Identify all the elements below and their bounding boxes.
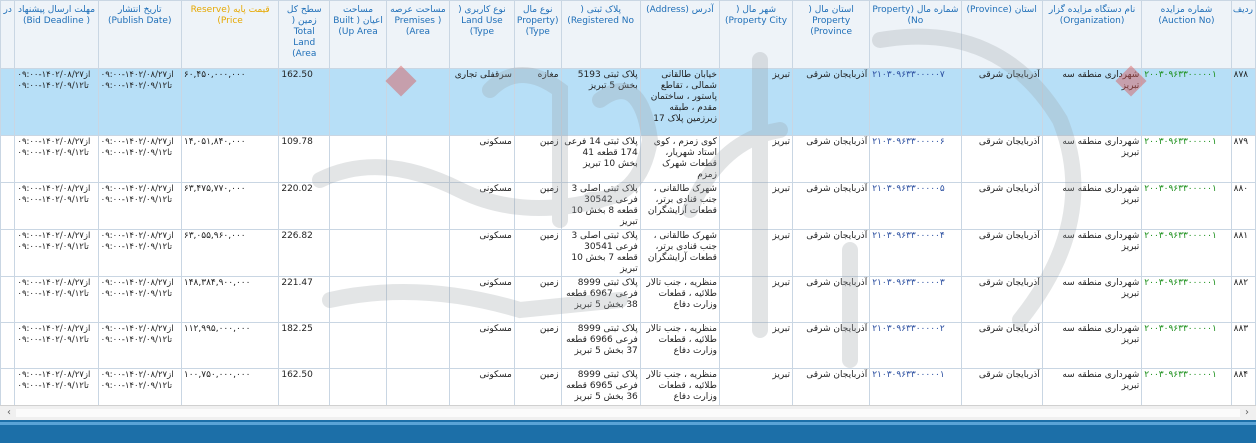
cell-rownum: ۸۷۸ — [1231, 69, 1255, 136]
cell-province: آذربایجان شرقی — [961, 369, 1042, 406]
cell-property-type: زمین — [514, 369, 561, 406]
cell-property-province: آذربایجان شرقی — [793, 369, 870, 406]
header-address[interactable]: آدرس (Address) — [640, 1, 719, 69]
cell-property-type: زمین — [514, 136, 561, 183]
cell-reserve-price: ۱۱۲,۹۹۵,۰۰۰,۰۰۰ — [181, 323, 278, 369]
cell-land-use: مسکونی — [449, 277, 514, 323]
cell-auction-no: ۲۰۰۳۰۹۶۳۳۰۰۰۰۰۱ — [1142, 369, 1231, 406]
cell-reserve-price: ۱۴۸,۳۸۴,۹۰۰,۰۰۰ — [181, 277, 278, 323]
cell-property-city: تبریز — [719, 323, 792, 369]
cell-registered-no: پلاک ثبتی 5193 بخش 5 تبریز — [561, 69, 640, 136]
cell-province: آذربایجان شرقی — [961, 136, 1042, 183]
header-auction-no[interactable]: شماره مزایده (Auction No) — [1142, 1, 1231, 69]
cell-premises-area — [386, 183, 449, 230]
cell-property-type: مغازه — [514, 69, 561, 136]
cell-property-city: تبریز — [719, 69, 792, 136]
cell-publish-date: از۱۴۰۲/۰۸/۲۷-۰۹:۰۰ تا۱۴۰۲/۰۹/۱۲-۰۹:۰۰ — [98, 69, 181, 136]
cell-deadline: از۱۴۰۲/۰۸/۲۷-۰۹:۰۰ تا۱۴۰۲/۰۹/۱۲-۰۹:۰۰ — [15, 183, 98, 230]
cell-province: آذربایجان شرقی — [961, 277, 1042, 323]
cell-doc — [1, 69, 15, 136]
cell-rownum: ۸۸۴ — [1231, 369, 1255, 406]
cell-rownum: ۸۸۳ — [1231, 323, 1255, 369]
cell-built-up-area — [330, 369, 387, 406]
cell-doc — [1, 323, 15, 369]
cell-publish-date: از۱۴۰۲/۰۸/۲۷-۰۹:۰۰ تا۱۴۰۲/۰۹/۱۲-۰۹:۰۰ — [98, 136, 181, 183]
cell-built-up-area — [330, 69, 387, 136]
cell-built-up-area — [330, 136, 387, 183]
horizontal-scrollbar[interactable] — [0, 405, 1256, 421]
cell-address: منظریه ، جنب تالار طلائیه ، قطعات وزارت دفاع — [640, 369, 719, 406]
cell-province: آذربایجان شرقی — [961, 323, 1042, 369]
cell-property-no: ۲۱۰۳۰۹۶۳۳۰۰۰۰۰۷ — [870, 69, 961, 136]
cell-doc — [1, 230, 15, 277]
cell-land-use: مسکونی — [449, 230, 514, 277]
cell-publish-date: از۱۴۰۲/۰۸/۲۷-۰۹:۰۰ تا۱۴۰۲/۰۹/۱۲-۰۹:۰۰ — [98, 323, 181, 369]
cell-province: آذربایجان شرقی — [961, 230, 1042, 277]
cell-province: آذربایجان شرقی — [961, 183, 1042, 230]
cell-auction-no: ۲۰۰۳۰۹۶۳۳۰۰۰۰۰۱ — [1142, 69, 1231, 136]
cell-auction-no: ۲۰۰۳۰۹۶۳۳۰۰۰۰۰۱ — [1142, 183, 1231, 230]
cell-premises-area — [386, 136, 449, 183]
cell-registered-no: پلاک ثبتی 8999 فرعی 6965 قطعه 36 بخش 5 تبریز — [561, 369, 640, 406]
cell-doc — [1, 277, 15, 323]
cell-reserve-price: ۱۰۰,۷۵۰,۰۰۰,۰۰۰ — [181, 369, 278, 406]
cell-address: خیابان طالقانی شمالی ، تقاطع پاستور ، ساختمان مقدم ، طبقه زیرزمین پلاک 17 — [640, 69, 719, 136]
cell-auction-no: ۲۰۰۳۰۹۶۳۳۰۰۰۰۰۱ — [1142, 230, 1231, 277]
cell-reserve-price: ۱۴,۰۵۱,۸۴۰,۰۰۰ — [181, 136, 278, 183]
cell-registered-no: پلاک ثبتی 8999 فرعی 6966 قطعه 37 بخش 5 تبریز — [561, 323, 640, 369]
cell-publish-date: از۱۴۰۲/۰۸/۲۷-۰۹:۰۰ تا۱۴۰۲/۰۹/۱۲-۰۹:۰۰ — [98, 183, 181, 230]
cell-deadline: از۱۴۰۲/۰۸/۲۷-۰۹:۰۰ تا۱۴۰۲/۰۹/۱۲-۰۹:۰۰ — [15, 323, 98, 369]
table-row[interactable] — [1, 69, 1256, 136]
cell-property-province: آذربایجان شرقی — [793, 183, 870, 230]
cell-property-type: زمین — [514, 323, 561, 369]
cell-property-city: تبریز — [719, 183, 792, 230]
cell-province: آذربایجان شرقی — [961, 69, 1042, 136]
cell-organization: شهرداری منطقه سه تبریز — [1042, 230, 1142, 277]
cell-premises-area — [386, 277, 449, 323]
cell-property-city: تبریز — [719, 369, 792, 406]
cell-reserve-price: ۶۳,۰۵۵,۹۶۰,۰۰۰ — [181, 230, 278, 277]
cell-publish-date: از۱۴۰۲/۰۸/۲۷-۰۹:۰۰ تا۱۴۰۲/۰۹/۱۲-۰۹:۰۰ — [98, 369, 181, 406]
cell-auction-no: ۲۰۰۳۰۹۶۳۳۰۰۰۰۰۱ — [1142, 136, 1231, 183]
cell-property-no: ۲۱۰۳۰۹۶۳۳۰۰۰۰۰۴ — [870, 230, 961, 277]
cell-total-land-area: 221.47 — [279, 277, 330, 323]
header-land-use[interactable]: نوع کاربری ( Land Use Type) — [449, 1, 514, 69]
table-row[interactable] — [1, 323, 1256, 369]
cell-organization: شهرداری منطقه سه تبریز — [1042, 323, 1142, 369]
cell-property-city: تبریز — [719, 136, 792, 183]
cell-premises-area — [386, 230, 449, 277]
cell-total-land-area: 220.02 — [279, 183, 330, 230]
cell-publish-date: از۱۴۰۲/۰۸/۲۷-۰۹:۰۰ تا۱۴۰۲/۰۹/۱۲-۰۹:۰۰ — [98, 230, 181, 277]
cell-rownum: ۸۸۱ — [1231, 230, 1255, 277]
cell-reserve-price: ۶۰,۴۵۰,۰۰۰,۰۰۰ — [181, 69, 278, 136]
table-row[interactable] — [1, 277, 1256, 323]
cell-deadline: از۱۴۰۲/۰۸/۲۷-۰۹:۰۰ تا۱۴۰۲/۰۹/۱۲-۰۹:۰۰ — [15, 69, 98, 136]
cell-deadline: از۱۴۰۲/۰۸/۲۷-۰۹:۰۰ تا۱۴۰۲/۰۹/۱۲-۰۹:۰۰ — [15, 369, 98, 406]
cell-registered-no: پلاک ثبتی 8999 فرعی 6967 قطعه 38 بخش 5 تبریز — [561, 277, 640, 323]
cell-auction-no: ۲۰۰۳۰۹۶۳۳۰۰۰۰۰۱ — [1142, 323, 1231, 369]
header-registered-no[interactable]: پلاک ثبتی ( Registered No) — [561, 1, 640, 69]
header-organization[interactable]: نام دستگاه مزایده گزار (Organization) — [1042, 1, 1142, 69]
cell-property-type: زمین — [514, 277, 561, 323]
cell-total-land-area: 109.78 — [279, 136, 330, 183]
cell-premises-area — [386, 369, 449, 406]
cell-address: شهرک طالقانی ، جنب قنادی برتر، قطعات آرایشگران — [640, 183, 719, 230]
cell-publish-date: از۱۴۰۲/۰۸/۲۷-۰۹:۰۰ تا۱۴۰۲/۰۹/۱۲-۰۹:۰۰ — [98, 277, 181, 323]
cell-address: منظریه ، جنب تالار طلائیه ، قطعات وزارت دفاع — [640, 323, 719, 369]
header-premises-area[interactable]: مساحت عرصه ( Premises Area) — [386, 1, 449, 69]
cell-property-no: ۲۱۰۳۰۹۶۳۳۰۰۰۰۰۳ — [870, 277, 961, 323]
cell-doc — [1, 369, 15, 406]
cell-registered-no: پلاک ثبتی 14 فرعی 174 قطعه 41 بخش 10 تبریز — [561, 136, 640, 183]
header-rownum[interactable]: ردیف — [1231, 1, 1255, 69]
scroll-left-icon[interactable]: ‹ — [7, 407, 11, 418]
header-property-no[interactable]: شماره مال (Property No) — [870, 1, 961, 69]
header-publish-date[interactable]: تاریخ انتشار (Publish Date) — [98, 1, 181, 69]
cell-organization: شهرداری منطقه سه تبریز — [1042, 69, 1142, 136]
header-total-land-area[interactable]: سطح کل زمین ( Total Land Area) — [279, 1, 330, 69]
header-property-province[interactable]: استان مال ( Property Province) — [793, 1, 870, 69]
cell-property-no: ۲۱۰۳۰۹۶۳۳۰۰۰۰۰۶ — [870, 136, 961, 183]
cell-premises-area — [386, 69, 449, 136]
cell-doc — [1, 136, 15, 183]
table-row[interactable] — [1, 136, 1256, 183]
cell-address: منظریه ، جنب تالار طلائیه ، قطعات وزارت دفاع — [640, 277, 719, 323]
cell-rownum: ۸۷۹ — [1231, 136, 1255, 183]
cell-rownum: ۸۸۲ — [1231, 277, 1255, 323]
cell-land-use: مسکونی — [449, 369, 514, 406]
cell-property-type: زمین — [514, 183, 561, 230]
cell-deadline: از۱۴۰۲/۰۸/۲۷-۰۹:۰۰ تا۱۴۰۲/۰۹/۱۲-۰۹:۰۰ — [15, 136, 98, 183]
cell-organization: شهرداری منطقه سه تبریز — [1042, 136, 1142, 183]
cell-registered-no: پلاک ثبتی اصلی 3 فرعی 30542 قطعه 8 بخش 10 تبریز — [561, 183, 640, 230]
cell-property-province: آذربایجان شرقی — [793, 277, 870, 323]
table-row[interactable] — [1, 230, 1256, 277]
cell-property-province: آذربایجان شرقی — [793, 136, 870, 183]
cell-premises-area — [386, 323, 449, 369]
cell-land-use: مسکونی — [449, 136, 514, 183]
cell-property-no: ۲۱۰۳۰۹۶۳۳۰۰۰۰۰۲ — [870, 323, 961, 369]
cell-deadline: از۱۴۰۲/۰۸/۲۷-۰۹:۰۰ تا۱۴۰۲/۰۹/۱۲-۰۹:۰۰ — [15, 277, 98, 323]
cell-property-city: تبریز — [719, 230, 792, 277]
cell-property-no: ۲۱۰۳۰۹۶۳۳۰۰۰۰۰۱ — [870, 369, 961, 406]
cell-rownum: ۸۸۰ — [1231, 183, 1255, 230]
cell-organization: شهرداری منطقه سه تبریز — [1042, 277, 1142, 323]
cell-property-no: ۲۱۰۳۰۹۶۳۳۰۰۰۰۰۵ — [870, 183, 961, 230]
cell-address: شهرک طالقانی ، جنب قنادی برتر، قطعات آرایشگران — [640, 230, 719, 277]
cell-built-up-area — [330, 277, 387, 323]
cell-total-land-area: 182.25 — [279, 323, 330, 369]
cell-auction-no: ۲۰۰۳۰۹۶۳۳۰۰۰۰۰۱ — [1142, 277, 1231, 323]
cell-property-province: آذربایجان شرقی — [793, 69, 870, 136]
header-property-type[interactable]: نوع مال (Property Type) — [514, 1, 561, 69]
header-province[interactable]: استان (Province) — [961, 1, 1042, 69]
cell-built-up-area — [330, 230, 387, 277]
cell-organization: شهرداری منطقه سه تبریز — [1042, 183, 1142, 230]
cell-reserve-price: ۶۳,۴۷۵,۷۷۰,۰۰۰ — [181, 183, 278, 230]
footer-stripe — [0, 422, 1256, 425]
header-row — [1, 1, 1256, 69]
cell-registered-no: پلاک ثبتی اصلی 3 فرعی 30541 قطعه 7 بخش 10 تبریز — [561, 230, 640, 277]
cell-organization: شهرداری منطقه سه تبریز — [1042, 369, 1142, 406]
cell-property-type: زمین — [514, 230, 561, 277]
cell-land-use: مسکونی — [449, 183, 514, 230]
header-doc[interactable]: در — [1, 1, 15, 69]
header-deadline[interactable]: مهلت ارسال پیشنهاد ( Bid Deadline) — [15, 1, 98, 69]
footer-bar — [0, 420, 1256, 443]
cell-total-land-area: 162.50 — [279, 369, 330, 406]
cell-deadline: از۱۴۰۲/۰۸/۲۷-۰۹:۰۰ تا۱۴۰۲/۰۹/۱۲-۰۹:۰۰ — [15, 230, 98, 277]
cell-address: کوی زمزم ، کوی استاد شهریار، قطعات شهرک زمزم — [640, 136, 719, 183]
table-row[interactable] — [1, 183, 1256, 230]
cell-total-land-area: 162.50 — [279, 69, 330, 136]
cell-property-province: آذربایجان شرقی — [793, 230, 870, 277]
header-property-city[interactable]: شهر مال ( Property City) — [719, 1, 792, 69]
header-reserve-price[interactable]: قیمت پایه (Reserve Price) — [181, 1, 278, 69]
scrollbar-thumb[interactable] — [16, 409, 1240, 417]
cell-land-use: سرقفلی تجاری — [449, 69, 514, 136]
cell-built-up-area — [330, 183, 387, 230]
cell-property-province: آذربایجان شرقی — [793, 323, 870, 369]
scroll-right-icon[interactable]: › — [1245, 407, 1249, 418]
cell-doc — [1, 183, 15, 230]
cell-built-up-area — [330, 323, 387, 369]
cell-total-land-area: 226.82 — [279, 230, 330, 277]
table-row[interactable] — [1, 369, 1256, 406]
cell-land-use: مسکونی — [449, 323, 514, 369]
header-built-up-area[interactable]: مساحت اعیان ( Built Up Area) — [330, 1, 387, 69]
cell-property-city: تبریز — [719, 277, 792, 323]
